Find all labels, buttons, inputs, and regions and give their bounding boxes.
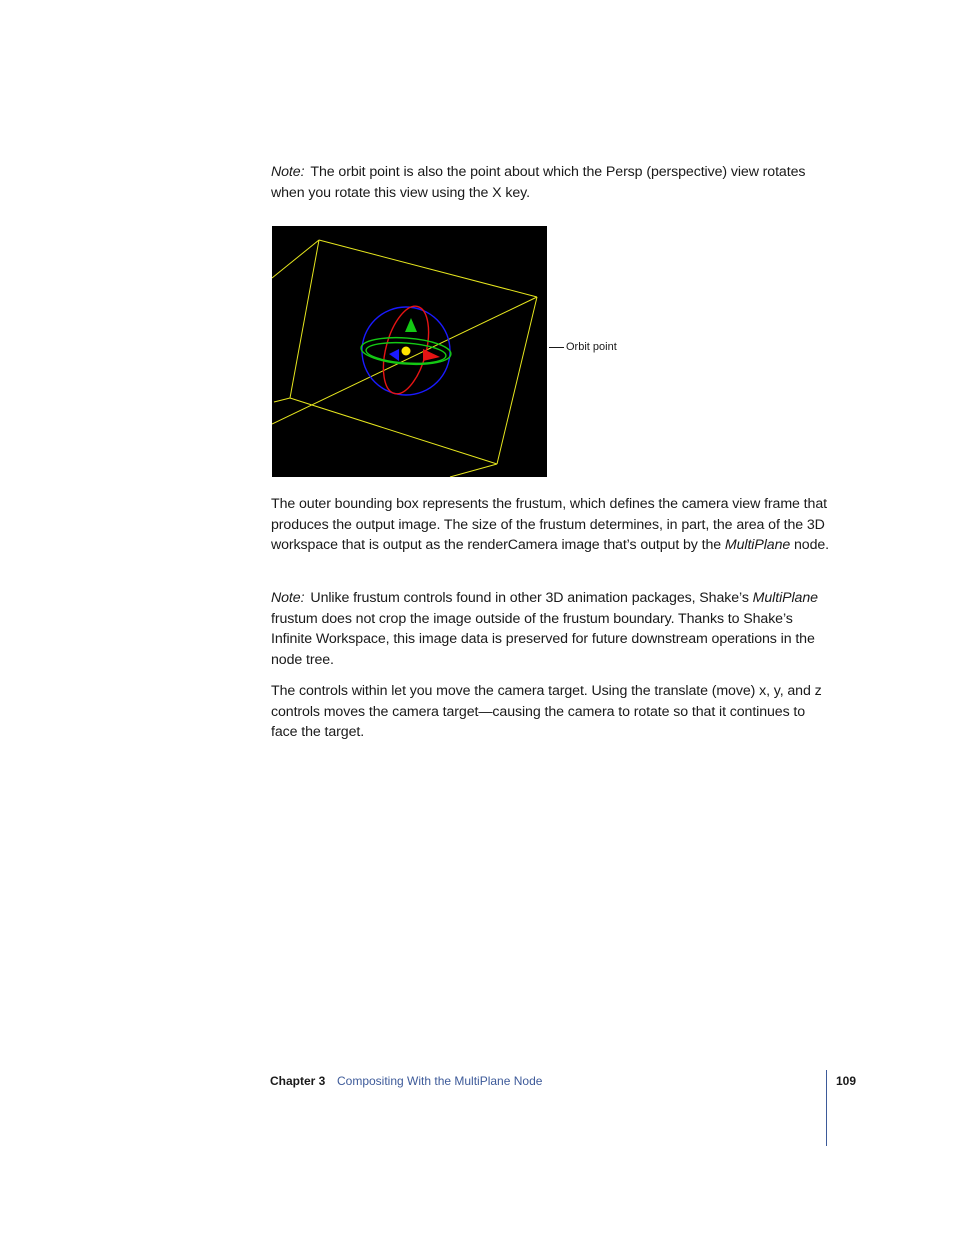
note-label: Note: — [271, 590, 305, 606]
orbit-point-callout: Orbit point — [566, 341, 617, 353]
node-name: MultiPlane — [752, 590, 818, 606]
body-text: node. — [790, 537, 830, 553]
callout-leader-line — [549, 347, 564, 348]
y-axis-arrow-icon — [405, 318, 417, 332]
node-name: MultiPlane — [724, 537, 791, 553]
page-number: 109 — [836, 1074, 857, 1088]
viewer-figure — [272, 226, 547, 477]
body-text: The controls within let you move the camera target. Using the translate (move) x, y, and z controls moves the camera target—causing the camera to rotate so that it continues to face the target. — [271, 683, 822, 740]
frustum-edge — [272, 297, 537, 424]
controls-paragraph — [271, 681, 831, 743]
body-text: The outer bounding box represents the frustum, which defines the camera view frame that produces the output image. The size of the frustum determines, in part, the area of the 3D workspace that is output as the renderCamera image that’s output by the — [271, 496, 827, 553]
frustum-edge — [290, 398, 497, 464]
note-paragraph-2 — [271, 588, 831, 670]
frustum-edge — [272, 240, 319, 278]
x-axis-arrow-icon — [423, 349, 440, 361]
body-text: Unlike frustum controls found in other 3D animation packages, Shake’s — [310, 590, 753, 606]
frustum-edge — [450, 464, 497, 477]
frustum-edge — [497, 297, 537, 464]
footer-chapter-label: Chapter 3 — [270, 1074, 326, 1088]
footer-divider — [826, 1070, 827, 1146]
footer-chapter-title: Compositing With the MultiPlane Node — [337, 1074, 543, 1088]
frustum-edge — [290, 240, 319, 398]
axis-handles — [389, 318, 440, 361]
frustum-illustration — [272, 226, 547, 477]
frustum-edge — [274, 398, 290, 402]
frustum-edge — [319, 240, 537, 297]
frustum-box — [272, 240, 537, 477]
orbit-center-icon — [402, 347, 411, 356]
note-label: Note: — [271, 164, 305, 180]
body-text: frustum does not crop the image outside of the frustum boundary. Thanks to Shake’s Infinite Workspace, this image data is preserved for future downstream operations in the node tree. — [271, 610, 815, 668]
frustum-paragraph — [271, 494, 831, 556]
note-text: The orbit point is also the point about which the Persp (perspective) view rotates when you rotate this view using the X key. — [271, 164, 806, 201]
z-axis-arrow-icon — [389, 349, 399, 361]
note-paragraph-1 — [271, 162, 831, 203]
